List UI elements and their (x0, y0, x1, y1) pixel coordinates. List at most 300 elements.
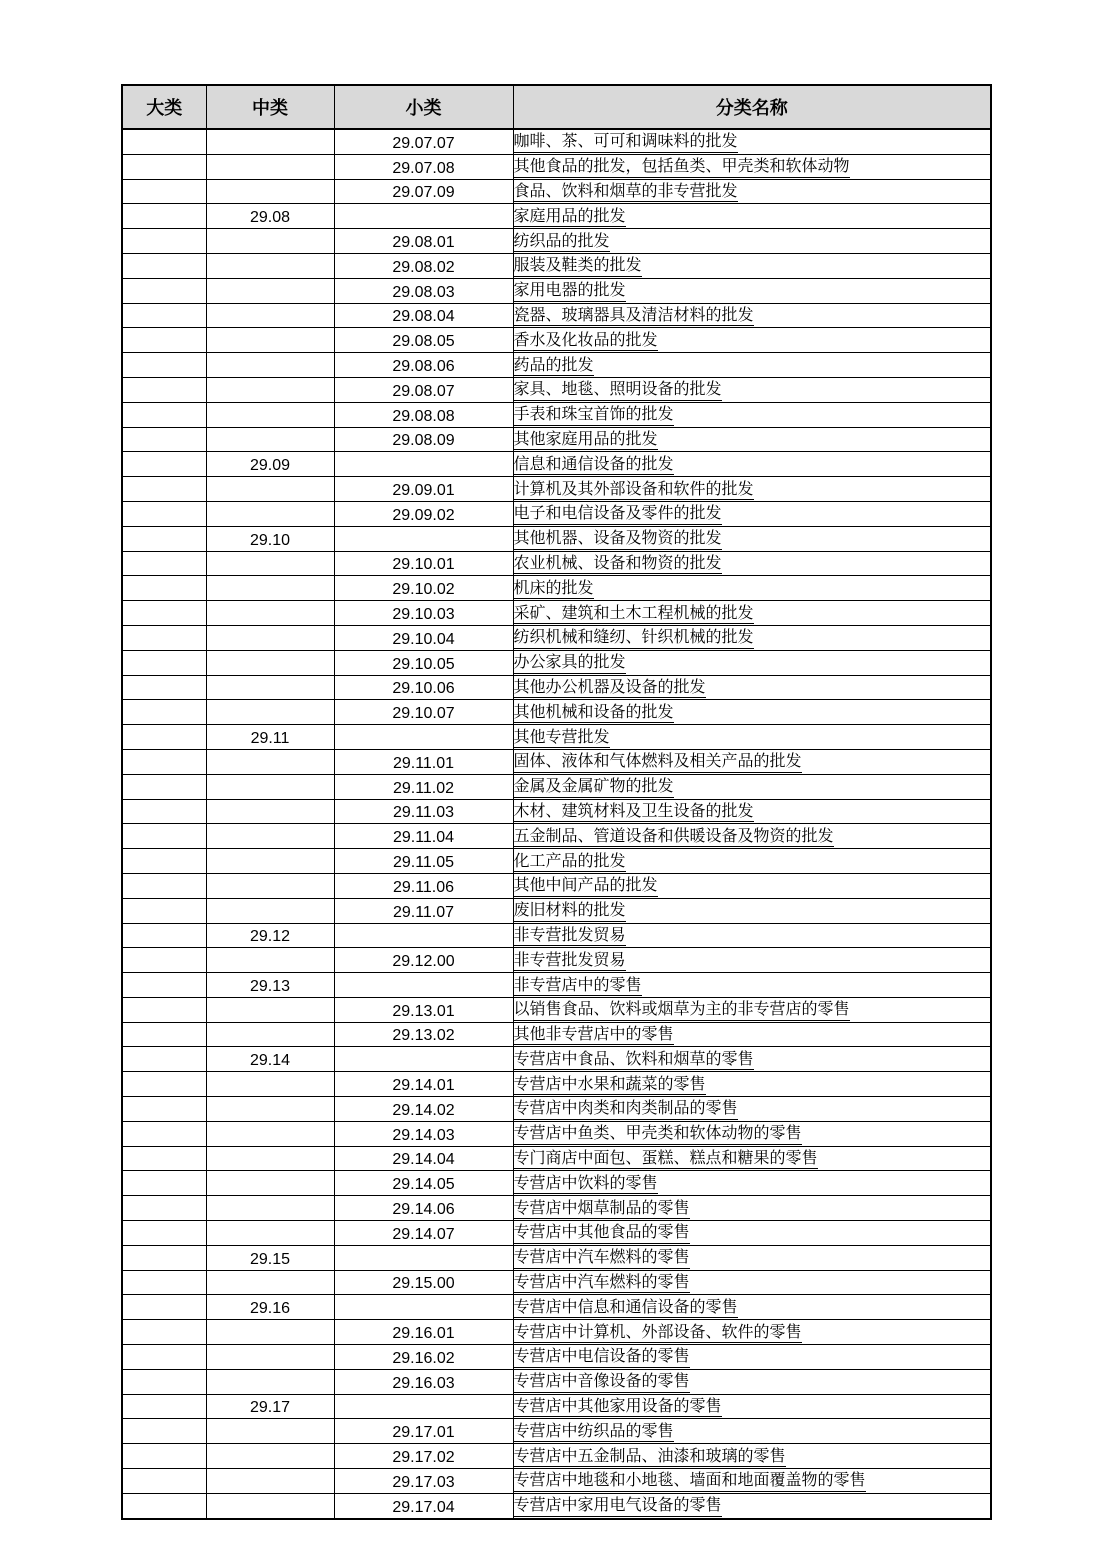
middle-class-cell (206, 1121, 334, 1146)
class-name-cell (513, 725, 991, 750)
middle-class-cell (206, 774, 334, 799)
minor-class-cell: 29.09.02 (334, 501, 513, 526)
major-class-cell (122, 179, 206, 204)
class-name-cell (513, 1146, 991, 1171)
class-name-text: 电子和电信设备及零件的批发 (514, 505, 722, 524)
class-name-cell (513, 849, 991, 874)
major-class-cell (122, 253, 206, 278)
minor-class-cell: 29.08.02 (334, 253, 513, 278)
table-row (122, 1097, 991, 1122)
class-name-cell (513, 1320, 991, 1345)
table-row (122, 898, 991, 923)
table-row (122, 700, 991, 725)
class-name-cell (513, 1047, 991, 1072)
major-class-cell (122, 601, 206, 626)
col-header-class-name: 分类名称 (513, 85, 991, 129)
middle-class-cell (206, 1022, 334, 1047)
class-name-cell (513, 1469, 991, 1494)
table-header-row (122, 85, 991, 129)
minor-class-cell: 29.14.05 (334, 1171, 513, 1196)
major-class-cell (122, 799, 206, 824)
table-row (122, 154, 991, 179)
class-name-text: 专营店中烟草制品的零售 (514, 1200, 690, 1219)
class-name-text: 服装及鞋类的批发 (514, 257, 642, 276)
class-name-text: 专营店中饮料的零售 (514, 1175, 658, 1194)
table-row (122, 749, 991, 774)
table-row (122, 353, 991, 378)
class-name-cell (513, 402, 991, 427)
minor-class-cell: 29.17.01 (334, 1419, 513, 1444)
middle-class-cell (206, 601, 334, 626)
minor-class-cell: 29.14.06 (334, 1196, 513, 1221)
table-row (122, 1295, 991, 1320)
class-name-text: 纺织品的批发 (514, 233, 610, 252)
class-name-cell (513, 1345, 991, 1370)
class-name-cell (513, 1171, 991, 1196)
major-class-cell (122, 1345, 206, 1370)
minor-class-cell: 29.11.04 (334, 824, 513, 849)
class-name-text: 家用电器的批发 (514, 282, 626, 301)
major-class-cell (122, 1295, 206, 1320)
minor-class-cell: 29.11.05 (334, 849, 513, 874)
class-name-text: 咖啡、茶、可可和调味料的批发 (514, 133, 738, 152)
class-name-text: 食品、饮料和烟草的非专营批发 (514, 183, 738, 202)
major-class-cell (122, 1196, 206, 1221)
minor-class-cell: 29.14.04 (334, 1146, 513, 1171)
minor-class-cell: 29.16.02 (334, 1345, 513, 1370)
class-name-text: 其他家庭用品的批发 (514, 431, 658, 450)
class-name-text: 专营店中地毯和小地毯、墙面和地面覆盖物的零售 (514, 1472, 866, 1491)
middle-class-cell (206, 873, 334, 898)
col-header-middle-class: 中类 (206, 85, 334, 129)
table-row (122, 849, 991, 874)
class-name-text: 其他非专营店中的零售 (514, 1026, 674, 1045)
class-name-cell (513, 328, 991, 353)
class-name-cell (513, 898, 991, 923)
middle-class-cell: 29.17 (206, 1394, 334, 1419)
middle-class-cell (206, 799, 334, 824)
class-name-cell (513, 774, 991, 799)
class-name-cell (513, 427, 991, 452)
table-row (122, 253, 991, 278)
minor-class-cell: 29.11.03 (334, 799, 513, 824)
minor-class-cell: 29.17.04 (334, 1493, 513, 1518)
middle-class-cell (206, 303, 334, 328)
major-class-cell (122, 625, 206, 650)
table-row (122, 601, 991, 626)
middle-class-cell (206, 179, 334, 204)
class-name-cell (513, 625, 991, 650)
major-class-cell (122, 427, 206, 452)
table-row (122, 1493, 991, 1518)
middle-class-cell (206, 253, 334, 278)
table-row (122, 1221, 991, 1246)
classification-table (121, 84, 992, 1520)
major-class-cell (122, 1047, 206, 1072)
class-name-cell (513, 179, 991, 204)
minor-class-cell: 29.13.02 (334, 1022, 513, 1047)
minor-class-cell (334, 1245, 513, 1270)
table-row (122, 650, 991, 675)
class-name-text: 专营店中五金制品、油漆和玻璃的零售 (514, 1448, 786, 1467)
table-row (122, 1072, 991, 1097)
class-name-text: 采矿、建筑和土木工程机械的批发 (514, 605, 754, 624)
minor-class-cell: 29.07.09 (334, 179, 513, 204)
major-class-cell (122, 328, 206, 353)
table-row (122, 1146, 991, 1171)
major-class-cell (122, 1146, 206, 1171)
middle-class-cell (206, 625, 334, 650)
major-class-cell (122, 477, 206, 502)
table-row (122, 1270, 991, 1295)
table-header (122, 85, 991, 129)
middle-class-cell (206, 1171, 334, 1196)
table-row (122, 129, 991, 154)
middle-class-cell (206, 749, 334, 774)
class-name-cell (513, 526, 991, 551)
class-name-text: 非专营店中的零售 (514, 977, 642, 996)
minor-class-cell: 29.16.03 (334, 1369, 513, 1394)
class-name-text: 纺织机械和缝纫、针织机械的批发 (514, 629, 754, 648)
major-class-cell (122, 1320, 206, 1345)
middle-class-cell: 29.12 (206, 923, 334, 948)
class-name-text: 专营店中家用电气设备的零售 (514, 1497, 722, 1516)
class-name-text: 固体、液体和气体燃料及相关产品的批发 (514, 753, 802, 772)
major-class-cell (122, 1369, 206, 1394)
class-name-cell (513, 1245, 991, 1270)
class-name-cell (513, 1493, 991, 1518)
class-name-cell (513, 303, 991, 328)
minor-class-cell: 29.13.01 (334, 997, 513, 1022)
middle-class-cell (206, 1146, 334, 1171)
major-class-cell (122, 303, 206, 328)
minor-class-cell: 29.11.07 (334, 898, 513, 923)
class-name-cell (513, 700, 991, 725)
col-header-major-class: 大类 (122, 85, 206, 129)
major-class-cell (122, 129, 206, 154)
class-name-text: 专营店中其他家用设备的零售 (514, 1398, 722, 1417)
class-name-cell (513, 675, 991, 700)
class-name-cell (513, 601, 991, 626)
class-name-cell (513, 824, 991, 849)
table-row (122, 1047, 991, 1072)
major-class-cell (122, 402, 206, 427)
class-name-text: 专营店中计算机、外部设备、软件的零售 (514, 1324, 802, 1343)
table-row (122, 1444, 991, 1469)
class-name-cell (513, 229, 991, 254)
class-name-text: 农业机械、设备和物资的批发 (514, 555, 722, 574)
class-name-cell (513, 154, 991, 179)
minor-class-cell: 29.10.01 (334, 551, 513, 576)
class-name-text: 专营店中水果和蔬菜的零售 (514, 1076, 706, 1095)
table-row (122, 725, 991, 750)
class-name-text: 非专营批发贸易 (514, 952, 626, 971)
class-name-text: 手表和珠宝首饰的批发 (514, 406, 674, 425)
table-row (122, 948, 991, 973)
table-row (122, 526, 991, 551)
class-name-cell (513, 1394, 991, 1419)
minor-class-cell: 29.17.03 (334, 1469, 513, 1494)
class-name-text: 专营店中其他食品的零售 (514, 1224, 690, 1243)
class-name-text: 化工产品的批发 (514, 853, 626, 872)
table-row (122, 229, 991, 254)
major-class-cell (122, 1444, 206, 1469)
class-name-cell (513, 477, 991, 502)
class-name-text: 计算机及其外部设备和软件的批发 (514, 481, 754, 500)
class-name-text: 家庭用品的批发 (514, 208, 626, 227)
table-row (122, 1121, 991, 1146)
major-class-cell (122, 774, 206, 799)
middle-class-cell: 29.14 (206, 1047, 334, 1072)
major-class-cell (122, 923, 206, 948)
middle-class-cell (206, 1270, 334, 1295)
major-class-cell (122, 278, 206, 303)
minor-class-cell: 29.08.07 (334, 377, 513, 402)
class-name-text: 专营店中信息和通信设备的零售 (514, 1299, 738, 1318)
class-name-text: 香水及化妆品的批发 (514, 332, 658, 351)
middle-class-cell (206, 1444, 334, 1469)
class-name-text: 专营店中电信设备的零售 (514, 1348, 690, 1367)
table-row (122, 923, 991, 948)
minor-class-cell (334, 526, 513, 551)
class-name-cell (513, 1419, 991, 1444)
table-row (122, 1320, 991, 1345)
minor-class-cell: 29.15.00 (334, 1270, 513, 1295)
major-class-cell (122, 948, 206, 973)
class-name-text: 办公家具的批发 (514, 654, 626, 673)
middle-class-cell (206, 402, 334, 427)
table-row (122, 675, 991, 700)
table-row (122, 625, 991, 650)
middle-class-cell (206, 1419, 334, 1444)
middle-class-cell (206, 1072, 334, 1097)
table-row (122, 1171, 991, 1196)
middle-class-cell (206, 849, 334, 874)
major-class-cell (122, 204, 206, 229)
minor-class-cell: 29.16.01 (334, 1320, 513, 1345)
major-class-cell (122, 551, 206, 576)
middle-class-cell: 29.15 (206, 1245, 334, 1270)
major-class-cell (122, 749, 206, 774)
table-row (122, 328, 991, 353)
middle-class-cell (206, 377, 334, 402)
class-name-cell (513, 650, 991, 675)
class-name-text: 专营店中汽车燃料的零售 (514, 1249, 690, 1268)
middle-class-cell (206, 1320, 334, 1345)
table-row (122, 1022, 991, 1047)
class-name-cell (513, 1270, 991, 1295)
middle-class-cell (206, 1369, 334, 1394)
class-name-text: 以销售食品、饮料或烟草为主的非专营店的零售 (514, 1001, 850, 1020)
major-class-cell (122, 1469, 206, 1494)
class-name-text: 药品的批发 (514, 357, 594, 376)
middle-class-cell (206, 576, 334, 601)
middle-class-cell (206, 353, 334, 378)
middle-class-cell (206, 898, 334, 923)
major-class-cell (122, 1419, 206, 1444)
minor-class-cell (334, 452, 513, 477)
class-name-text: 专营店中鱼类、甲壳类和软体动物的零售 (514, 1125, 802, 1144)
class-name-cell (513, 278, 991, 303)
middle-class-cell (206, 229, 334, 254)
table-row (122, 303, 991, 328)
class-name-cell (513, 452, 991, 477)
class-name-text: 其他机械和设备的批发 (514, 704, 674, 723)
minor-class-cell (334, 1047, 513, 1072)
middle-class-cell (206, 501, 334, 526)
class-name-cell (513, 749, 991, 774)
middle-class-cell (206, 129, 334, 154)
major-class-cell (122, 229, 206, 254)
minor-class-cell (334, 1295, 513, 1320)
major-class-cell (122, 452, 206, 477)
col-header-minor-class: 小类 (334, 85, 513, 129)
table-row (122, 204, 991, 229)
class-name-text: 专营店中肉类和肉类制品的零售 (514, 1100, 738, 1119)
minor-class-cell: 29.10.04 (334, 625, 513, 650)
minor-class-cell: 29.10.06 (334, 675, 513, 700)
minor-class-cell: 29.14.01 (334, 1072, 513, 1097)
major-class-cell (122, 997, 206, 1022)
table-row (122, 1369, 991, 1394)
table-row (122, 377, 991, 402)
major-class-cell (122, 650, 206, 675)
major-class-cell (122, 1171, 206, 1196)
table-row (122, 1345, 991, 1370)
middle-class-cell: 29.09 (206, 452, 334, 477)
class-name-text: 其他专营批发 (514, 729, 610, 748)
minor-class-cell: 29.17.02 (334, 1444, 513, 1469)
minor-class-cell: 29.08.04 (334, 303, 513, 328)
table-row (122, 1419, 991, 1444)
table-row (122, 1394, 991, 1419)
class-name-text: 专门商店中面包、蛋糕、糕点和糖果的零售 (514, 1150, 818, 1169)
minor-class-cell: 29.07.07 (334, 129, 513, 154)
table-row (122, 551, 991, 576)
table-row (122, 997, 991, 1022)
class-name-text: 五金制品、管道设备和供暖设备及物资的批发 (514, 828, 834, 847)
major-class-cell (122, 700, 206, 725)
class-name-text: 专营店中食品、饮料和烟草的零售 (514, 1051, 754, 1070)
class-name-cell (513, 1121, 991, 1146)
class-name-text: 废旧材料的批发 (514, 902, 626, 921)
middle-class-cell (206, 700, 334, 725)
middle-class-cell (206, 551, 334, 576)
class-name-text: 信息和通信设备的批发 (514, 456, 674, 475)
class-name-cell (513, 353, 991, 378)
class-name-cell (513, 1097, 991, 1122)
class-name-cell (513, 501, 991, 526)
minor-class-cell: 29.10.07 (334, 700, 513, 725)
table-row (122, 873, 991, 898)
major-class-cell (122, 973, 206, 998)
major-class-cell (122, 824, 206, 849)
class-name-cell (513, 551, 991, 576)
minor-class-cell: 29.12.00 (334, 948, 513, 973)
class-name-text: 家具、地毯、照明设备的批发 (514, 381, 722, 400)
minor-class-cell (334, 725, 513, 750)
middle-class-cell (206, 328, 334, 353)
major-class-cell (122, 501, 206, 526)
middle-class-cell (206, 427, 334, 452)
middle-class-cell: 29.10 (206, 526, 334, 551)
middle-class-cell (206, 1196, 334, 1221)
major-class-cell (122, 1022, 206, 1047)
table-row (122, 1196, 991, 1221)
major-class-cell (122, 898, 206, 923)
class-name-text: 木材、建筑材料及卫生设备的批发 (514, 803, 754, 822)
class-name-cell (513, 576, 991, 601)
class-name-text: 专营店中音像设备的零售 (514, 1373, 690, 1392)
class-name-cell (513, 1022, 991, 1047)
minor-class-cell: 29.08.09 (334, 427, 513, 452)
major-class-cell (122, 849, 206, 874)
major-class-cell (122, 1221, 206, 1246)
minor-class-cell (334, 973, 513, 998)
major-class-cell (122, 1072, 206, 1097)
class-name-text: 专营店中纺织品的零售 (514, 1423, 674, 1442)
class-name-cell (513, 1072, 991, 1097)
class-name-cell (513, 1196, 991, 1221)
class-name-cell (513, 377, 991, 402)
middle-class-cell: 29.16 (206, 1295, 334, 1320)
middle-class-cell (206, 824, 334, 849)
major-class-cell (122, 154, 206, 179)
minor-class-cell: 29.08.05 (334, 328, 513, 353)
class-name-text: 其他中间产品的批发 (514, 877, 658, 896)
class-name-text: 金属及金属矿物的批发 (514, 778, 674, 797)
major-class-cell (122, 725, 206, 750)
major-class-cell (122, 1493, 206, 1518)
middle-class-cell (206, 1469, 334, 1494)
class-name-cell (513, 948, 991, 973)
class-name-cell (513, 973, 991, 998)
minor-class-cell (334, 1394, 513, 1419)
table-row (122, 973, 991, 998)
class-name-text: 其他机器、设备及物资的批发 (514, 530, 722, 549)
middle-class-cell (206, 278, 334, 303)
class-name-text: 其他办公机器及设备的批发 (514, 679, 706, 698)
minor-class-cell: 29.08.08 (334, 402, 513, 427)
minor-class-cell: 29.07.08 (334, 154, 513, 179)
minor-class-cell: 29.14.02 (334, 1097, 513, 1122)
class-name-cell (513, 799, 991, 824)
class-name-text: 其他食品的批发，包括鱼类、甲壳类和软体动物 (514, 158, 850, 177)
table-row (122, 824, 991, 849)
major-class-cell (122, 1394, 206, 1419)
class-name-cell (513, 873, 991, 898)
major-class-cell (122, 1245, 206, 1270)
minor-class-cell: 29.08.03 (334, 278, 513, 303)
table-body (122, 129, 991, 1519)
class-name-cell (513, 1221, 991, 1246)
middle-class-cell (206, 154, 334, 179)
table-row (122, 1469, 991, 1494)
table-row (122, 501, 991, 526)
major-class-cell (122, 1270, 206, 1295)
minor-class-cell: 29.08.06 (334, 353, 513, 378)
minor-class-cell (334, 923, 513, 948)
minor-class-cell: 29.14.07 (334, 1221, 513, 1246)
middle-class-cell (206, 1493, 334, 1518)
middle-class-cell: 29.11 (206, 725, 334, 750)
minor-class-cell: 29.09.01 (334, 477, 513, 502)
middle-class-cell (206, 997, 334, 1022)
minor-class-cell: 29.10.03 (334, 601, 513, 626)
middle-class-cell: 29.08 (206, 204, 334, 229)
class-name-text: 瓷器、玻璃器具及清洁材料的批发 (514, 307, 754, 326)
major-class-cell (122, 576, 206, 601)
